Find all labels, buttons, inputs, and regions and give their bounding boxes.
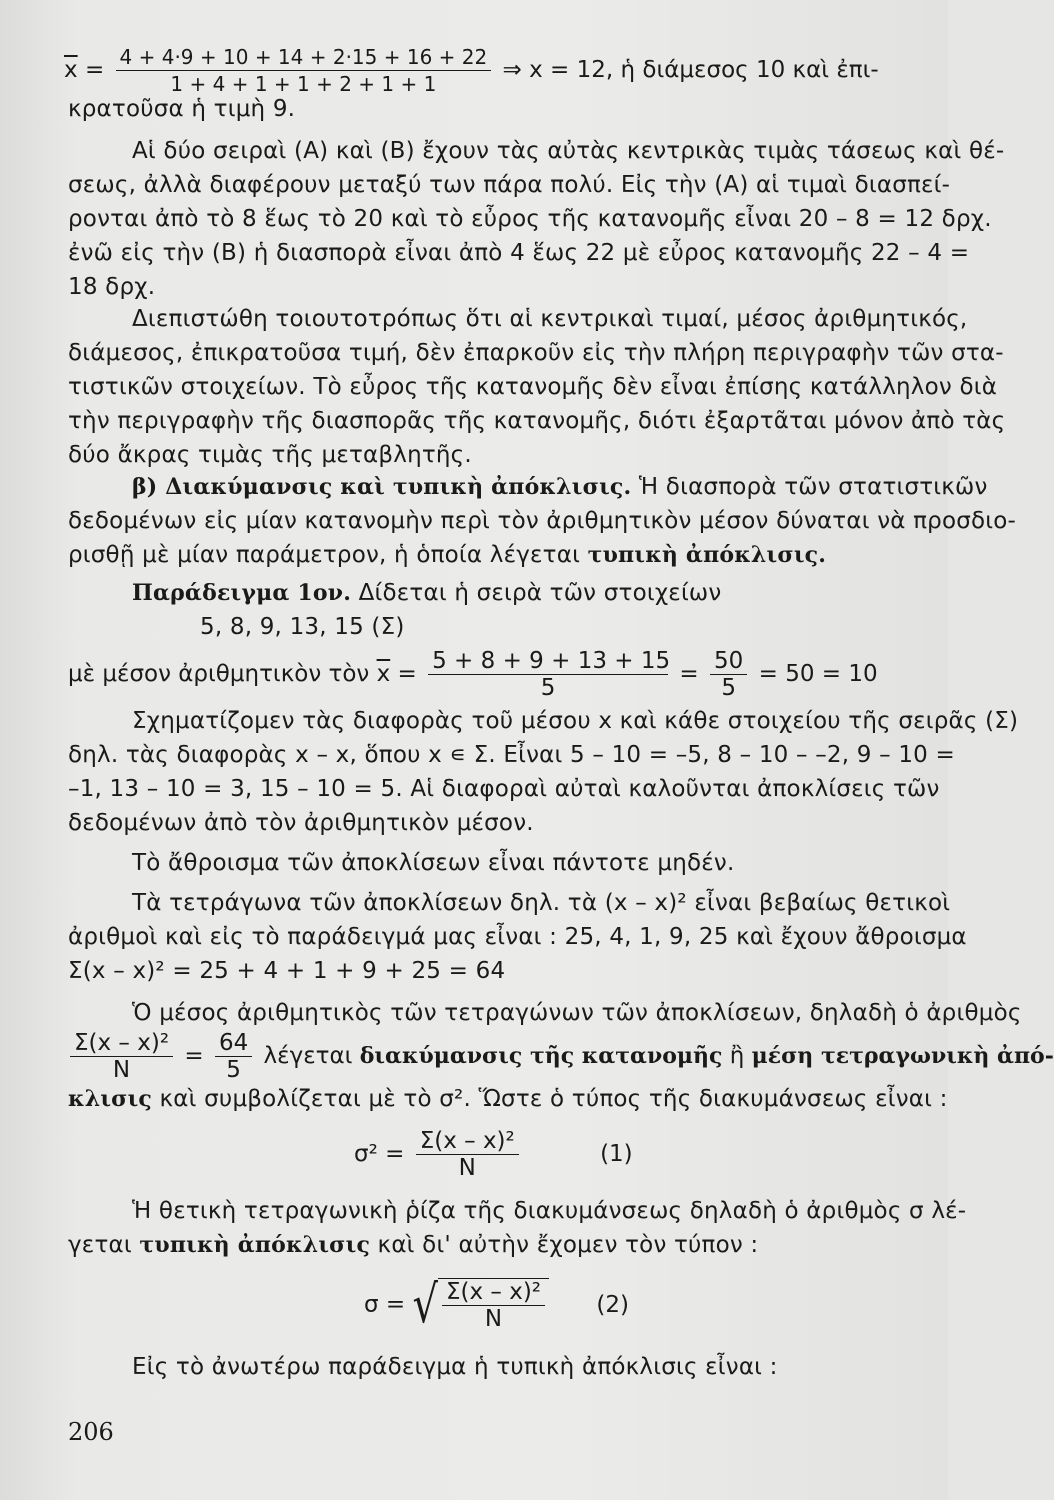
formula-1-numerator: Σ(x – x)² [416, 1128, 519, 1155]
mean-eq: = [390, 661, 425, 687]
p6-fraction [70, 1030, 173, 1083]
formula-1-label: (1) [600, 1141, 633, 1167]
p2-line: δύο ἄκρας τιμὰς τῆς μεταβλητῆς. [68, 442, 472, 468]
paragraph-3 [68, 704, 1019, 840]
p2-line: τὴν περιγραφὴν τῆς διασπορᾶς τῆς κατανομῆς, διότι ἐξαρτᾶται μόνον ἀπὸ τὰς [68, 408, 1006, 434]
section-b-line3 [68, 538, 920, 572]
mean-eq2: = [672, 661, 707, 687]
paragraph-8 [68, 1350, 920, 1384]
mean-formula [68, 648, 878, 701]
p3-line: δηλ. τὰς διαφορὰς x – x, ὅπου x ∊ Σ. Εἶναι 5 – 10 = –5, 8 – 10 – –2, 9 – 10 = [68, 742, 955, 768]
p8-line: Εἰς τὸ ἀνωτέρω παράδειγμα ἡ τυπικὴ ἀπόκλισις εἶναι : [132, 1354, 778, 1380]
header-line2-block [68, 92, 920, 126]
formula-2-fraction [442, 1279, 545, 1332]
formula-2-denominator: N [484, 1306, 503, 1332]
p6-line1: Ὁ μέσος ἀριθμητικὸς τῶν τετραγώνων τῶν ἀποκλίσεων, δηλαδὴ ὁ ἀριθμὸς [132, 1000, 1022, 1026]
paragraph-1 [68, 134, 1005, 304]
p6-denominator-2: 5 [226, 1057, 241, 1083]
header-formula [64, 44, 879, 97]
p2-line: Διεπιστώθη τοιουτοτρόπως ὅτι αἱ κεντρικαὶ τιμαί, μέσος ἀριθμητικός, [132, 306, 968, 332]
section-b-rest: Ἡ διασπορὰ τῶν στατιστικῶν [631, 474, 988, 500]
sqrt-content [438, 1278, 549, 1332]
p6-eq: = [177, 1043, 211, 1069]
formula-1-fraction [416, 1128, 519, 1181]
section-b-line3-bold: τυπικὴ ἀπόκλισις. [587, 542, 827, 568]
paragraph-2 [68, 302, 1006, 472]
paragraph-6 [68, 996, 1022, 1030]
example-heading: Παράδειγμα 1ον. [132, 580, 352, 606]
p7-line2-pre: γεται [68, 1232, 140, 1258]
formula-1-lhs: σ² = [354, 1141, 412, 1167]
example-series: 5, 8, 9, 13, 15 (Σ) [200, 614, 405, 640]
sqrt-sign [412, 1275, 549, 1335]
p3-line: δεδομένων ἀπὸ τὸν ἀριθμητικὸν μέσον. [68, 810, 534, 836]
section-b-line3-text: ρισθῇ μὲ μίαν παράμετρον, ἡ ὁποία λέγεται [68, 542, 588, 568]
mean-numerator-2: 50 [710, 648, 747, 675]
section-b-heading: β) Διακύμανσις καὶ τυπικὴ ἀπόκλισις. [132, 474, 632, 500]
p5-line: Σ(x – x)² = 25 + 4 + 1 + 9 + 25 = 64 [68, 958, 506, 984]
page-number: 206 [68, 1418, 114, 1446]
p6-denominator: N [112, 1057, 131, 1083]
header-denominator: 1 + 4 + 1 + 1 + 2 + 1 + 1 [170, 72, 437, 96]
equals-sign: = [84, 57, 105, 83]
mean-pre: μὲ μέσον ἀριθμητικὸν τὸν [68, 661, 377, 687]
p6-line3 [68, 1082, 948, 1116]
p6-line3-bold: κλισις [68, 1086, 153, 1112]
example-block [68, 576, 920, 644]
p3-line: –1, 13 – 10 = 3, 15 – 10 = 5. Αἱ διαφοραὶ αὐταὶ καλοῦνται ἀποκλίσεις τῶν [68, 776, 940, 802]
formula-2 [364, 1275, 629, 1335]
p7-line2-bold: τυπικὴ ἀπόκλισις [139, 1232, 371, 1258]
mean-tail: = 50 = 10 [751, 661, 878, 687]
mean-numerator: 5 + 8 + 9 + 13 + 15 [428, 648, 668, 675]
mean-fraction [428, 648, 671, 701]
p7-line1: Ἡ θετικὴ τετραγωνικὴ ῥίζα τῆς διακυμάνσεως δηλαδὴ ὁ ἀριθμὸς σ λέ- [132, 1198, 967, 1224]
mean-denominator-2: 5 [721, 675, 736, 701]
p6-fraction-2 [215, 1030, 252, 1083]
mean-fraction-2 [710, 648, 747, 701]
paragraph-5 [68, 886, 967, 988]
p3-line: Σχηματίζομεν τὰς διαφορὰς τοῦ μέσου x καὶ κάθε στοιχείου τῆς σειρᾶς (Σ) [132, 708, 1019, 734]
header-fraction [116, 44, 492, 97]
paragraph-7 [68, 1194, 967, 1262]
p7-line2 [68, 1228, 920, 1262]
p1-line: σεως, ἀλλὰ διαφέρουν μεταξύ των πάρα πολύ. Εἰς τὴν (Α) αἱ τιμαὶ διασπεί- [68, 172, 951, 198]
paragraph-6-end [68, 1082, 948, 1116]
section-b-line1 [68, 470, 988, 504]
p6-bold1: διακύμανσις τῆς κατανομῆς [359, 1043, 723, 1069]
p1-line: ἐνῶ εἰς τὴν (Β) ἡ διασπορὰ εἶναι ἀπὸ 4 ἕως 22 μὲ εὖρος κατανομῆς 22 – 4 = [68, 240, 970, 266]
formula-2-lhs: σ = [364, 1291, 413, 1318]
xbar-symbol: $\overline{x}$ [64, 57, 78, 83]
section-b-line2: δεδομένων εἰς μίαν κατανομὴν περὶ τὸν ἀριθμητικὸν μέσον δύναται νὰ προσδιο- [68, 508, 1017, 534]
p6-numerator: Σ(x – x)² [70, 1030, 173, 1057]
header-result: ⇒ x = 12, ἡ διάμεσος 10 καὶ ἐπι- [502, 57, 879, 83]
formula-1 [354, 1128, 633, 1181]
section-b [68, 470, 1017, 572]
paragraph-4 [68, 846, 920, 880]
header-line2: κρατοῦσα ἡ τιμὴ 9. [68, 96, 296, 122]
radical-icon: √ [412, 1275, 438, 1335]
formula-2-numerator: Σ(x – x)² [442, 1279, 545, 1306]
header-numerator: 4 + 4·9 + 10 + 14 + 2·15 + 16 + 22 [116, 44, 492, 71]
mean-xbar: $\overline{x}$ [376, 661, 391, 687]
formula-2-label: (2) [596, 1291, 629, 1318]
p2-line: τιστικῶν στοιχείων. Τὸ εὖρος τῆς κατανομῆς δὲν εἶναι ἐπίσης κατάλληλον διὰ [68, 374, 998, 400]
p1-line: ρονται ἀπὸ τὸ 8 ἕως τὸ 20 καὶ τὸ εὖρος τῆς κατανομῆς εἶναι 20 – 8 = 12 δρχ. [68, 206, 992, 232]
p7-line2-rest: καὶ δι' αὐτὴν ἔχομεν τὸν τύπον : [370, 1232, 759, 1258]
p6-line3-rest: καὶ συμβολίζεται μὲ τὸ σ². Ὥστε ὁ τύπος τῆς διακυμάνσεως εἶναι : [152, 1086, 948, 1112]
example-line1 [68, 576, 920, 610]
p1-line: 18 δρχ. [68, 274, 156, 300]
p4-line: Τὸ ἄθροισμα τῶν ἀποκλίσεων εἶναι πάντοτε μηδέν. [132, 850, 735, 876]
p6-bold2: μέση τετραγωνικὴ ἀπό- [751, 1043, 1054, 1069]
p5-line: Τὰ τετράγωνα τῶν ἀποκλίσεων δηλ. τὰ (x – x)² εἶναι βεβαίως θετικοὶ [132, 890, 951, 916]
p6-numerator-2: 64 [215, 1030, 252, 1057]
p6-mid: λέγεται [256, 1043, 360, 1069]
variance-inline [66, 1030, 1054, 1083]
p5-line: ἀριθμοὶ καὶ εἰς τὸ παράδειγμά μας εἶναι : 25, 4, 1, 9, 25 καὶ ἔχουν ἄθροισμα [68, 924, 967, 950]
p6-or: ἢ [722, 1043, 752, 1069]
mean-denominator: 5 [540, 675, 556, 701]
p1-line: Αἱ δύο σειραὶ (Α) καὶ (Β) ἔχουν τὰς αὐτὰς κεντρικὰς τιμὰς τάσεως καὶ θέ- [132, 138, 1005, 164]
p2-line: διάμεσος, ἐπικρατοῦσα τιμή, δὲν ἐπαρκοῦν εἰς τὴν πλήρη περιγραφὴν τῶν στα- [68, 340, 1004, 366]
formula-1-denominator: N [458, 1155, 476, 1181]
example-text: Δίδεται ἡ σειρὰ τῶν στοιχείων [351, 580, 722, 606]
